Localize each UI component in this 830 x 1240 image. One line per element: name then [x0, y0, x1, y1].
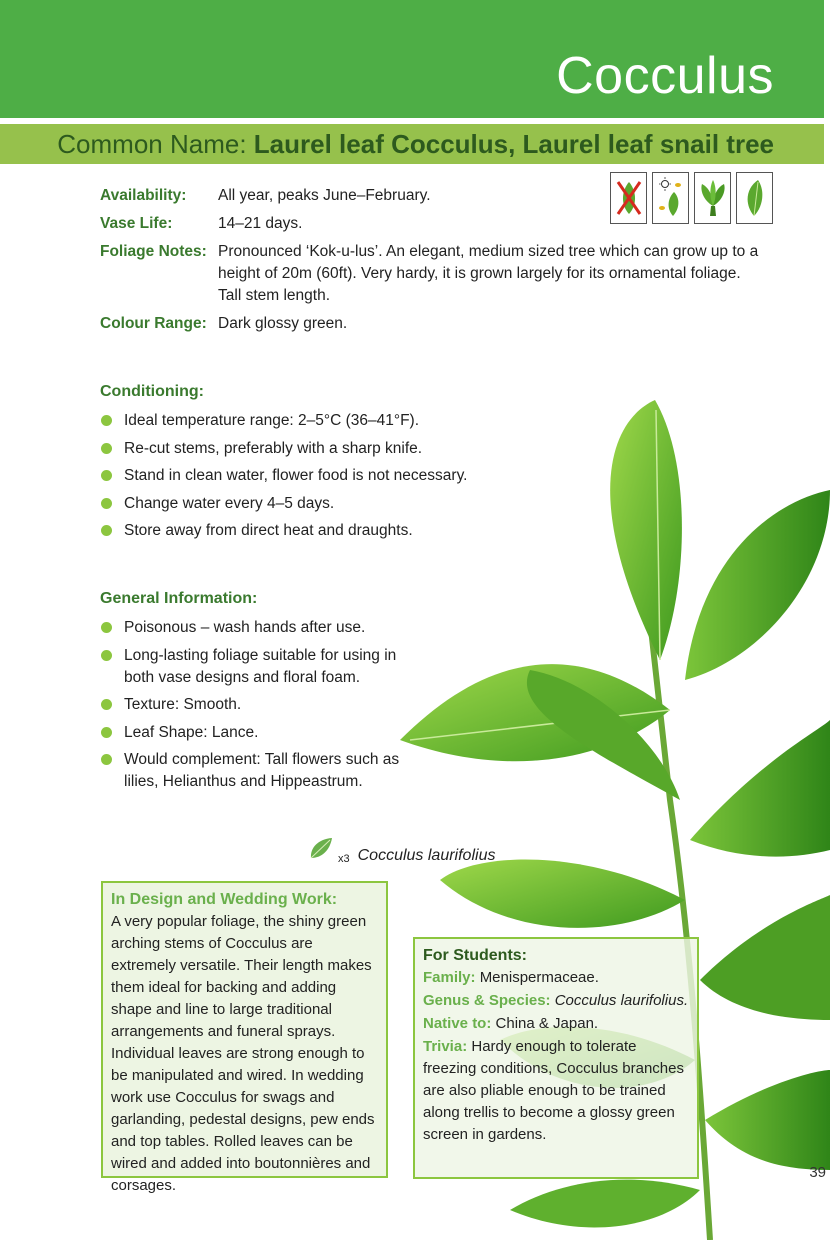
general-information-list [100, 617, 405, 799]
general-information-heading: General Information: [100, 590, 258, 607]
vase-life-label: Vase Life: [100, 215, 173, 232]
foliage-notes-value: Pronounced ‘Kok-u-lus’. An elegant, medium sized tree which can grow up to a height of 20m (60ft). Very hardy, it is grown largely for its ornamental foliage. Tall stem length. [218, 243, 759, 304]
family-row: Family: Menispermaceae. [423, 969, 599, 986]
conditioning-list [100, 410, 520, 548]
latin-name [308, 836, 495, 865]
list-item: Change water every 4–5 days. [100, 493, 520, 515]
list-item: Poisonous – wash hands after use. [100, 617, 405, 639]
latin-species-name: Cocculus laurifolius [357, 847, 496, 864]
for-students-box [413, 937, 699, 1179]
genus-row: Genus & Species: Cocculus laurifolius. [423, 992, 689, 1009]
list-item: Texture: Smooth. [100, 694, 405, 716]
list-item: Stand in clean water, flower food is not necessary. [100, 465, 520, 487]
common-name-label: Common Name: [57, 129, 247, 159]
common-name [57, 129, 774, 159]
page-number: 39 [809, 1164, 826, 1181]
design-wedding-title: In Design and Wedding Work: [111, 891, 338, 908]
leaf-count: x3 [338, 853, 350, 865]
for-students-title: For Students: [423, 947, 527, 964]
conditioning-heading: Conditioning: [100, 383, 204, 400]
leaf-count-icon [308, 836, 334, 865]
page-title: Cocculus [556, 47, 774, 105]
colour-range-value: Dark glossy green. [218, 315, 348, 332]
colour-range-label: Colour Range: [100, 315, 207, 332]
common-name-value: Laurel leaf Cocculus, Laurel leaf snail tree [253, 129, 774, 159]
availability-value: All year, peaks June–February. [218, 187, 431, 204]
list-item: Would complement: Tall flowers such as lilies, Helianthus and Hippeastrum. [100, 749, 405, 793]
list-item: Store away from direct heat and draughts. [100, 520, 520, 542]
design-wedding-text: A very popular foliage, the shiny green arching stems of Cocculus are extremely versatile. Their length makes them ideal for backing and adding shape and line to large traditional arrangements and funeral sprays. Individual leaves are strong enough to be manipulated and wired. In wedding work use Cocculus for swags and garlanding, pedestal designs, pew ends and top tables. Rolled leaves can be wired and added into boutonnières and corsages. [111, 913, 375, 1194]
list-item: Ideal temperature range: 2–5°C (36–41°F). [100, 410, 520, 432]
list-item: Leaf Shape: Lance. [100, 722, 405, 744]
list-item: Re-cut stems, preferably with a sharp knife. [100, 438, 520, 460]
availability-label: Availability: [100, 187, 187, 204]
list-item: Long-lasting foliage suitable for using in both vase designs and floral foam. [100, 645, 405, 689]
foliage-notes-label: Foliage Notes: [100, 243, 207, 260]
design-wedding-box [101, 881, 388, 1194]
native-row: Native to: China & Japan. [423, 1015, 599, 1032]
vase-life-value: 14–21 days. [218, 215, 303, 232]
trivia-row: Trivia: Hardy enough to tolerate freezing conditions, Cocculus branches are also pliable enough to be trained along trellis to become a glossy green screen in gardens. [423, 1038, 684, 1143]
